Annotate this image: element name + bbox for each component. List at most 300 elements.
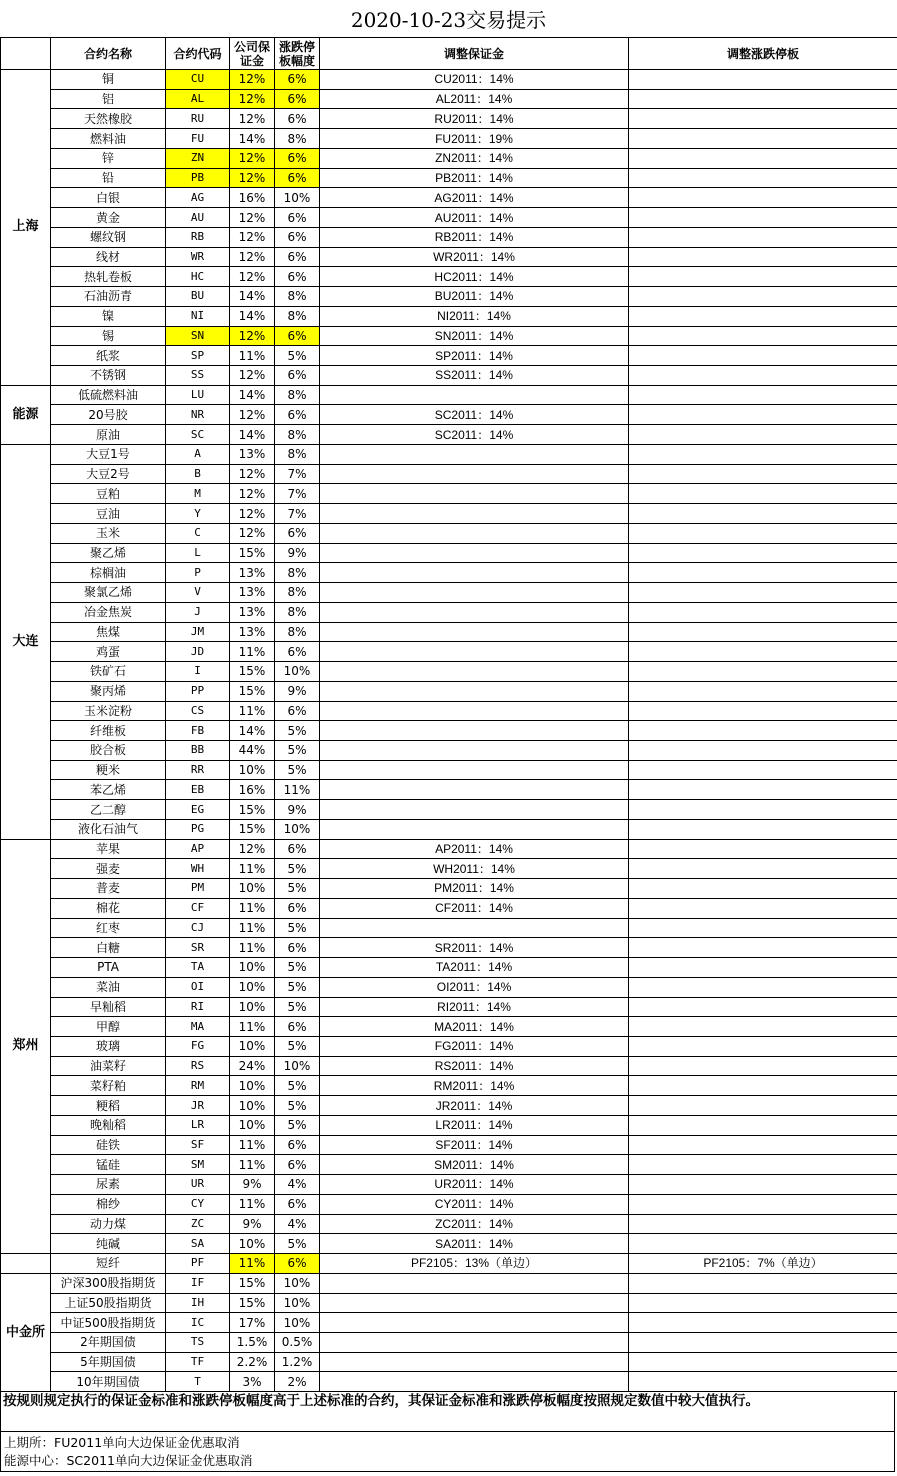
adjusted-margin-cell [320,701,629,721]
company-margin-cell: 15% [230,543,275,563]
adjusted-margin-cell: ZC2011：14% [320,1214,629,1234]
price-limit-cell: 4% [275,1175,320,1195]
table-row [1,1352,897,1372]
contract-name-cell: 聚氯乙烯 [51,583,166,603]
adjusted-limit-cell [629,977,897,997]
contract-name-cell: 燃料油 [51,129,166,149]
price-limit-cell: 6% [275,148,320,168]
price-limit-cell: 8% [275,306,320,326]
contract-name-cell: 低硫燃料油 [51,385,166,405]
contract-name-cell: 菜籽粕 [51,1076,166,1096]
adjusted-limit-cell [629,1273,897,1293]
table-row [1,721,897,741]
contract-name-cell: 液化石油气 [51,819,166,839]
company-margin-cell: 15% [230,819,275,839]
adjusted-margin-cell [320,583,629,603]
price-limit-cell: 6% [275,267,320,287]
footer-line: 能源中心：SC2011单向大边保证金优惠取消 [4,1453,253,1468]
contract-code-cell: PG [166,819,230,839]
contract-name-cell: 大豆1号 [51,444,166,464]
adjusted-limit-cell [629,740,897,760]
contract-code-cell: V [166,583,230,603]
adjusted-margin-cell: CF2011：14% [320,898,629,918]
company-margin-cell: 12% [230,484,275,504]
contract-name-cell: 原油 [51,425,166,445]
adjusted-limit-cell [629,109,897,129]
contract-name-cell: 棉花 [51,898,166,918]
contract-name-cell: 晚籼稻 [51,1115,166,1135]
table-row [1,1135,897,1155]
contract-name-cell: 普麦 [51,879,166,899]
table-row [1,583,897,603]
table-row [1,1096,897,1116]
price-limit-cell: 10% [275,819,320,839]
table-row [1,543,897,563]
adjusted-limit-cell [629,267,897,287]
price-limit-cell: 6% [275,938,320,958]
adjusted-margin-cell [320,385,629,405]
contract-code-cell: CU [166,70,230,90]
table-row [1,1155,897,1175]
contract-code-cell: Y [166,504,230,524]
contract-name-cell: 乙二醇 [51,800,166,820]
adjusted-limit-cell [629,326,897,346]
adjusted-margin-cell [320,1313,629,1333]
adjusted-limit-cell [629,247,897,267]
adjusted-limit-cell: PF2105：7%（单边） [629,1254,897,1274]
contract-name-cell: 苹果 [51,839,166,859]
adjusted-limit-cell [629,701,897,721]
contract-code-cell: SF [166,1135,230,1155]
adjusted-limit-cell [629,859,897,879]
contract-name-cell: 早籼稻 [51,997,166,1017]
adjusted-margin-cell [320,464,629,484]
contract-name-cell: 10年期国债 [51,1372,166,1392]
price-limit-cell: 6% [275,1135,320,1155]
adjusted-margin-cell [320,780,629,800]
adjusted-limit-cell [629,602,897,622]
company-margin-cell: 14% [230,385,275,405]
price-limit-cell: 9% [275,543,320,563]
adjusted-limit-cell [629,1333,897,1353]
price-limit-cell: 5% [275,1096,320,1116]
adjusted-margin-cell: HC2011：14% [320,267,629,287]
page-title: 2020-10-23交易提示 [350,8,547,32]
company-margin-cell: 12% [230,227,275,247]
adjusted-limit-cell [629,1352,897,1372]
footer-notes [0,1432,895,1472]
exchange-cell: 能源 [1,385,51,444]
company-margin-cell: 14% [230,287,275,307]
table-row [1,1313,897,1333]
contract-name-cell: 动力煤 [51,1214,166,1234]
contract-code-cell: J [166,602,230,622]
table-row [1,563,897,583]
adjusted-margin-cell [320,721,629,741]
adjusted-margin-cell: SN2011：14% [320,326,629,346]
adjusted-margin-cell: NI2011：14% [320,306,629,326]
price-limit-cell: 9% [275,681,320,701]
company-margin-cell: 13% [230,444,275,464]
table-row [1,89,897,109]
adjusted-margin-cell: ZN2011：14% [320,148,629,168]
company-margin-cell: 11% [230,1135,275,1155]
adjusted-limit-cell [629,1175,897,1195]
rule-note: 按规则规定执行的保证金标准和涨跌停板幅度高于上述标准的合约，其保证金标准和涨跌停板幅度按照规定数值中较大值执行。 [0,1391,895,1432]
adjusted-margin-cell: AL2011：14% [320,89,629,109]
company-margin-cell: 10% [230,958,275,978]
header-contract-code: 合约代码 [166,38,230,70]
adjusted-margin-cell [320,760,629,780]
adjusted-margin-cell: SM2011：14% [320,1155,629,1175]
adjusted-margin-cell: TA2011：14% [320,958,629,978]
table-row [1,346,897,366]
company-margin-cell: 13% [230,622,275,642]
adjusted-margin-cell: SA2011：14% [320,1234,629,1254]
adjusted-margin-cell: SC2011：14% [320,425,629,445]
price-limit-cell: 5% [275,879,320,899]
adjusted-limit-cell [629,1056,897,1076]
company-margin-cell: 15% [230,1273,275,1293]
company-margin-cell: 12% [230,109,275,129]
contract-name-cell: 大豆2号 [51,464,166,484]
adjusted-margin-cell [320,1333,629,1353]
adjusted-margin-cell [320,602,629,622]
adjusted-limit-cell [629,1036,897,1056]
contract-code-cell: JM [166,622,230,642]
company-margin-cell: 15% [230,681,275,701]
price-limit-cell: 6% [275,70,320,90]
adjusted-limit-cell [629,504,897,524]
exchange-cell: 郑州 [1,839,51,1253]
contract-name-cell: 镍 [51,306,166,326]
contract-name-cell: 甲醇 [51,1017,166,1037]
company-margin-cell: 2.2% [230,1352,275,1372]
price-limit-cell: 9% [275,800,320,820]
adjusted-limit-cell [629,1017,897,1037]
contract-name-cell: 焦煤 [51,622,166,642]
contract-code-cell: TA [166,958,230,978]
table-row [1,977,897,997]
adjusted-margin-cell [320,523,629,543]
contract-name-cell: 玉米 [51,523,166,543]
contract-code-cell: AL [166,89,230,109]
table-row [1,800,897,820]
table-row [1,740,897,760]
adjusted-limit-cell [629,405,897,425]
contract-name-cell: 铁矿石 [51,662,166,682]
price-limit-cell: 5% [275,977,320,997]
contract-code-cell: AG [166,188,230,208]
contract-name-cell: 白糖 [51,938,166,958]
contract-code-cell: WH [166,859,230,879]
contract-name-cell: 纸浆 [51,346,166,366]
adjusted-margin-cell: WH2011：14% [320,859,629,879]
adjusted-limit-cell [629,385,897,405]
table-row [1,227,897,247]
adjusted-margin-cell [320,800,629,820]
company-margin-cell: 12% [230,168,275,188]
contract-name-cell: 冶金焦炭 [51,602,166,622]
contract-code-cell: MA [166,1017,230,1037]
contract-code-cell: LR [166,1115,230,1135]
header-adjusted-limit: 调整涨跌停板 [629,38,897,70]
company-margin-cell: 12% [230,326,275,346]
company-margin-cell: 13% [230,563,275,583]
price-limit-cell: 11% [275,780,320,800]
table-row [1,839,897,859]
table-row [1,1234,897,1254]
table-row [1,1214,897,1234]
price-limit-cell: 6% [275,1017,320,1037]
price-limit-cell: 6% [275,405,320,425]
header-contract-name: 合约名称 [51,38,166,70]
table-row [1,1076,897,1096]
exchange-cell: 中金所 [1,1273,51,1391]
adjusted-margin-cell [320,1273,629,1293]
table-row [1,326,897,346]
contract-code-cell: SS [166,366,230,386]
company-margin-cell: 14% [230,306,275,326]
contract-code-cell: AP [166,839,230,859]
adjusted-limit-cell [629,227,897,247]
contract-code-cell: RS [166,1056,230,1076]
company-margin-cell: 12% [230,247,275,267]
price-limit-cell: 1.2% [275,1352,320,1372]
price-limit-cell: 6% [275,208,320,228]
contract-code-cell: PF [166,1254,230,1274]
company-margin-cell: 15% [230,800,275,820]
adjusted-margin-cell: FU2011：19% [320,129,629,149]
adjusted-limit-cell [629,1234,897,1254]
company-margin-cell: 9% [230,1175,275,1195]
adjusted-margin-cell: UR2011：14% [320,1175,629,1195]
table-row [1,1036,897,1056]
table-row [1,306,897,326]
adjusted-limit-cell [629,721,897,741]
price-limit-cell: 6% [275,898,320,918]
adjusted-limit-cell [629,1135,897,1155]
contract-code-cell: I [166,662,230,682]
table-row [1,444,897,464]
header-price-limit: 涨跌停板幅度 [275,38,320,70]
contract-name-cell: 不锈钢 [51,366,166,386]
price-limit-cell: 6% [275,109,320,129]
price-limit-cell: 5% [275,958,320,978]
price-limit-cell: 6% [275,247,320,267]
adjusted-margin-cell [320,622,629,642]
price-limit-cell: 5% [275,997,320,1017]
adjusted-margin-cell [320,1372,629,1392]
adjusted-limit-cell [629,346,897,366]
company-margin-cell: 12% [230,523,275,543]
adjusted-limit-cell [629,938,897,958]
contract-name-cell: 2年期国债 [51,1333,166,1353]
contract-code-cell: ZC [166,1214,230,1234]
footer-line: 上期所：FU2011单向大边保证金优惠取消 [4,1435,240,1450]
price-limit-cell: 6% [275,1155,320,1175]
price-limit-cell: 10% [275,1313,320,1333]
adjusted-margin-cell: RM2011：14% [320,1076,629,1096]
contract-code-cell: T [166,1372,230,1392]
table-row [1,918,897,938]
table-row [1,385,897,405]
adjusted-margin-cell: MA2011：14% [320,1017,629,1037]
adjusted-limit-cell [629,662,897,682]
company-margin-cell: 12% [230,148,275,168]
adjusted-margin-cell [320,681,629,701]
adjusted-margin-cell: SR2011：14% [320,938,629,958]
company-margin-cell: 9% [230,1214,275,1234]
adjusted-margin-cell [320,504,629,524]
price-limit-cell: 8% [275,385,320,405]
adjusted-margin-cell: RS2011：14% [320,1056,629,1076]
table-row [1,662,897,682]
company-margin-cell: 14% [230,721,275,741]
contract-code-cell: FG [166,1036,230,1056]
adjusted-margin-cell [320,1293,629,1313]
company-margin-cell: 11% [230,1017,275,1037]
adjusted-margin-cell: RU2011：14% [320,109,629,129]
table-row [1,859,897,879]
contract-name-cell: 锌 [51,148,166,168]
table-row [1,1372,897,1392]
price-limit-cell: 7% [275,484,320,504]
adjusted-margin-cell: CY2011：14% [320,1194,629,1214]
contract-name-cell: 铜 [51,70,166,90]
adjusted-limit-cell [629,918,897,938]
table-row [1,504,897,524]
company-margin-cell: 10% [230,760,275,780]
table-row [1,1254,897,1274]
adjusted-margin-cell [320,1352,629,1372]
adjusted-limit-cell [629,1076,897,1096]
price-limit-cell: 4% [275,1214,320,1234]
price-limit-cell: 10% [275,662,320,682]
company-margin-cell: 13% [230,583,275,603]
table-row [1,1194,897,1214]
price-limit-cell: 5% [275,740,320,760]
adjusted-margin-cell: SP2011：14% [320,346,629,366]
contract-name-cell: 线材 [51,247,166,267]
adjusted-limit-cell [629,89,897,109]
table-row [1,148,897,168]
company-margin-cell: 11% [230,938,275,958]
company-margin-cell: 16% [230,780,275,800]
contract-code-cell: SR [166,938,230,958]
adjusted-limit-cell [629,148,897,168]
contract-name-cell: 锡 [51,326,166,346]
adjusted-margin-cell: RB2011：14% [320,227,629,247]
contract-name-cell: 鸡蛋 [51,642,166,662]
adjusted-limit-cell [629,879,897,899]
company-margin-cell: 10% [230,997,275,1017]
adjusted-margin-cell [320,563,629,583]
adjusted-margin-cell [320,819,629,839]
price-limit-cell: 5% [275,721,320,741]
table-row [1,780,897,800]
company-margin-cell: 12% [230,366,275,386]
contract-code-cell: WR [166,247,230,267]
adjusted-limit-cell [629,819,897,839]
adjusted-margin-cell [320,543,629,563]
adjusted-limit-cell [629,425,897,445]
contract-code-cell: JR [166,1096,230,1116]
adjusted-margin-cell: RI2011：14% [320,997,629,1017]
price-limit-cell: 5% [275,1115,320,1135]
adjusted-margin-cell: LR2011：14% [320,1115,629,1135]
contract-name-cell: 棕榈油 [51,563,166,583]
table-row [1,642,897,662]
contract-name-cell: 苯乙烯 [51,780,166,800]
adjusted-limit-cell [629,780,897,800]
table-row [1,819,897,839]
adjusted-limit-cell [629,70,897,90]
adjusted-limit-cell [629,208,897,228]
contract-code-cell: RR [166,760,230,780]
company-margin-cell: 44% [230,740,275,760]
adjusted-limit-cell [629,583,897,603]
adjusted-margin-cell: AG2011：14% [320,188,629,208]
price-limit-cell: 7% [275,504,320,524]
price-limit-cell: 6% [275,89,320,109]
table-row [1,208,897,228]
contract-name-cell: 豆粕 [51,484,166,504]
contract-name-cell: 石油沥青 [51,287,166,307]
table-row [1,523,897,543]
contract-name-cell: 5年期国债 [51,1352,166,1372]
contract-name-cell: 纤维板 [51,721,166,741]
table-row [1,109,897,129]
price-limit-cell: 2% [275,1372,320,1392]
price-limit-cell: 5% [275,859,320,879]
company-margin-cell: 12% [230,267,275,287]
contract-name-cell: 天然橡胶 [51,109,166,129]
adjusted-limit-cell [629,444,897,464]
price-limit-cell: 8% [275,287,320,307]
adjusted-limit-cell [629,839,897,859]
contract-name-cell: 玻璃 [51,1036,166,1056]
price-limit-cell: 6% [275,366,320,386]
contract-name-cell: 豆油 [51,504,166,524]
contract-name-cell: 热轧卷板 [51,267,166,287]
contract-name-cell: 尿素 [51,1175,166,1195]
contract-name-cell: 20号胶 [51,405,166,425]
company-margin-cell: 11% [230,346,275,366]
table-row [1,938,897,958]
contract-code-cell: HC [166,267,230,287]
adjusted-margin-cell: OI2011：14% [320,977,629,997]
table-row [1,1333,897,1353]
table-row [1,898,897,918]
table-row [1,464,897,484]
table-row [1,760,897,780]
contract-code-cell: OI [166,977,230,997]
price-limit-cell: 6% [275,326,320,346]
contract-name-cell: 螺纹钢 [51,227,166,247]
adjusted-limit-cell [629,800,897,820]
contract-name-cell: 玉米淀粉 [51,701,166,721]
adjusted-limit-cell [629,188,897,208]
table-row [1,70,897,90]
price-limit-cell: 0.5% [275,1333,320,1353]
price-limit-cell: 6% [275,523,320,543]
price-limit-cell: 8% [275,583,320,603]
contract-code-cell: NR [166,405,230,425]
table-row [1,958,897,978]
adjusted-margin-cell: JR2011：14% [320,1096,629,1116]
adjusted-limit-cell [629,129,897,149]
